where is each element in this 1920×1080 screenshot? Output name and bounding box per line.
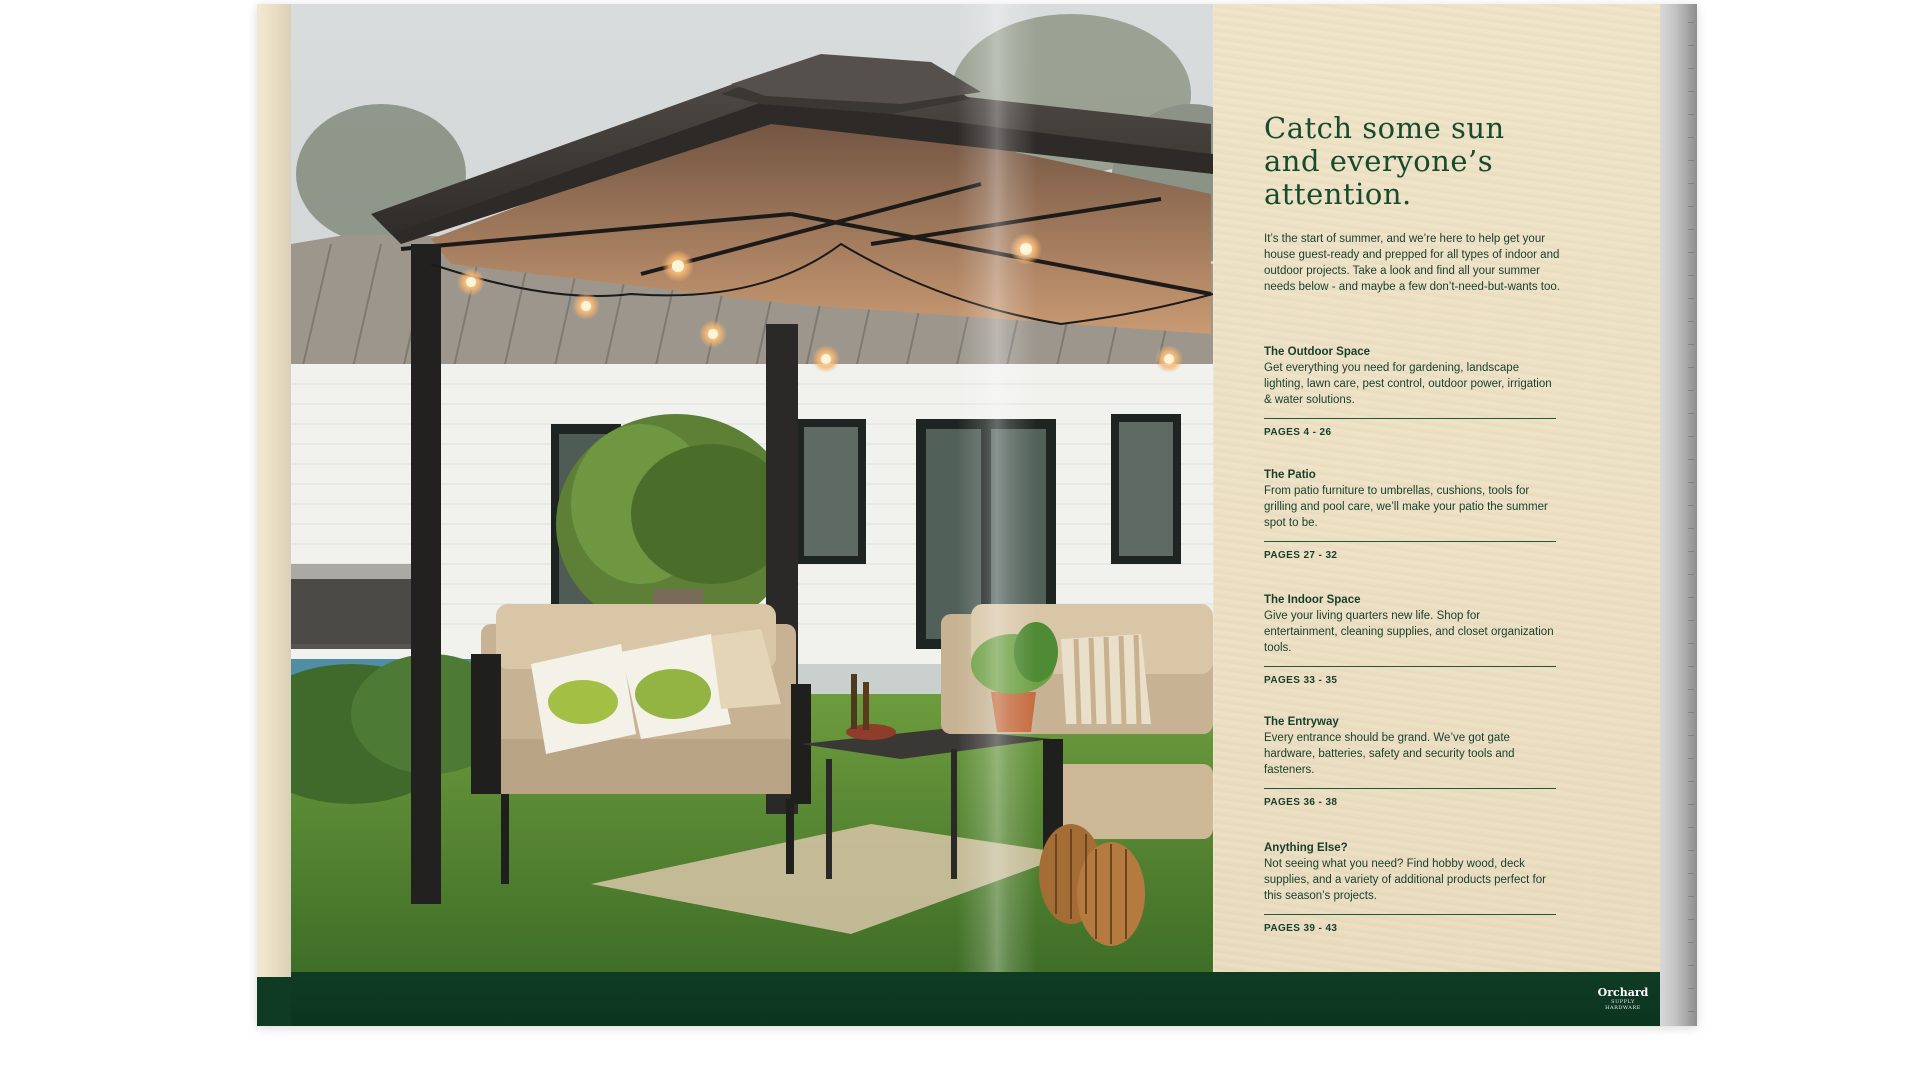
logo-tagline: SUPPLY HARDWARE (1605, 999, 1641, 1011)
section-body: Give your living quarters new life. Shop for entertainment, cleaning supplies, and closet organization tools. (1264, 610, 1554, 654)
section-body: Every entrance should be grand. We’ve got gate hardware, batteries, safety and security tools and fasteners. (1264, 732, 1515, 776)
section-body: Not seeing what you need? Find hobby wood, deck supplies, and a variety of additional products perfect for this season’s projects. (1264, 858, 1546, 902)
section-pages: PAGES 36 - 38 (1264, 797, 1338, 808)
left-page-band (257, 977, 291, 1026)
section-pages: PAGES 4 - 26 (1264, 427, 1332, 438)
section-title: The Patio (1264, 469, 1316, 481)
section-divider (1264, 666, 1556, 667)
footer-band (291, 972, 1660, 1026)
section-indoor-space (1264, 592, 1556, 686)
magazine-spread (257, 4, 1697, 1026)
section-divider (1264, 418, 1556, 419)
section-body: From patio furniture to umbrellas, cushions, tools for grilling and pool care, we’ll make your patio the summer spot to be. (1264, 485, 1548, 529)
section-divider (1264, 914, 1556, 915)
heading-line-3: attention. (1264, 177, 1412, 211)
section-anything-else (1264, 840, 1556, 934)
heading-line-2: and everyone’s (1264, 144, 1494, 178)
section-title: The Outdoor Space (1264, 346, 1371, 358)
section-body: Get everything you need for gardening, landscape lighting, lawn care, pest control, outdoor power, irrigation & water solutions. (1264, 362, 1552, 406)
logo-name: Orchard (1597, 986, 1649, 999)
summer-guide-page (1214, 4, 1660, 972)
section-title: Anything Else? (1264, 842, 1348, 854)
section-entryway (1264, 714, 1556, 808)
heading-line-1: Catch some sun (1264, 111, 1505, 145)
gazebo-photo-svg (291, 4, 1213, 972)
section-title: The Entryway (1264, 716, 1339, 728)
section-outdoor-space (1264, 344, 1556, 438)
section-divider (1264, 541, 1556, 542)
section-pages: PAGES 33 - 35 (1264, 675, 1338, 686)
orchard-logo (1593, 987, 1653, 1015)
page-stack-ticks (1688, 22, 1694, 1022)
section-pages: PAGES 27 - 32 (1264, 550, 1338, 561)
left-page-edge (257, 4, 291, 1026)
section-patio (1264, 467, 1556, 561)
intro-paragraph: It’s the start of summer, and we’re here to help get your house guest-ready and prepped for all types of indoor and outdoor projects. Take a look and find all your summer needs below - and maybe a few don’t-need-but-wants too. (1264, 233, 1560, 293)
section-title: The Indoor Space (1264, 594, 1361, 606)
section-divider (1264, 788, 1556, 789)
page-heading (1264, 112, 1624, 211)
gazebo-photo (291, 4, 1213, 972)
section-pages: PAGES 39 - 43 (1264, 923, 1338, 934)
